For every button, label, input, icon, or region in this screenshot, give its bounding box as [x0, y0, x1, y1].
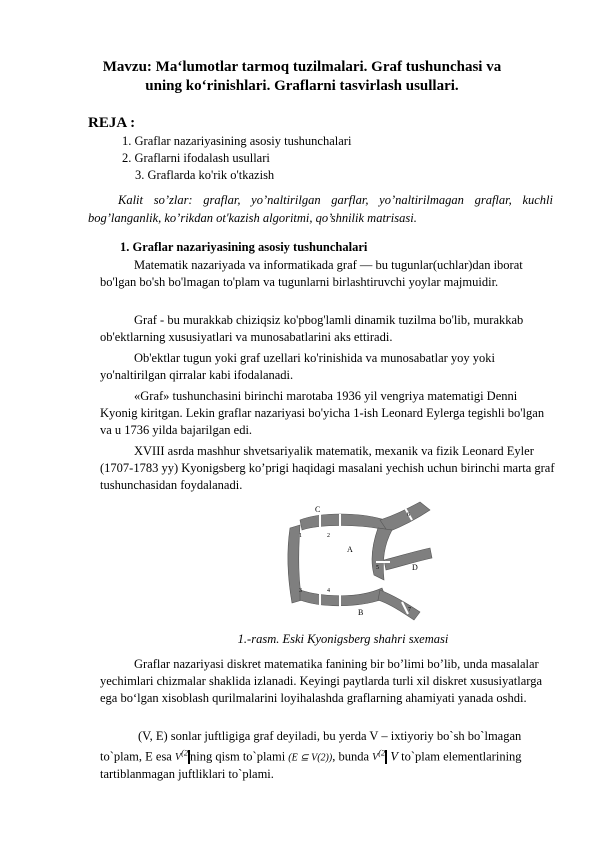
paragraph: Ob'ektlar tugun yoki graf uzellari ko'rinishida va munosabatlar yoy yoki yo'naltirilgan qirralar kabi ifodalanadi. [100, 351, 496, 382]
plan-item: 3. Graflarda ko'rik o'tkazish [135, 168, 275, 182]
math-v2: $V^{(2}$ [174, 749, 189, 764]
math-v2-2: $V^{(2}$ [372, 749, 386, 764]
math-subset: (E ⊆ V(2)) [288, 752, 333, 764]
page-title: Mavzu: Maʻlumotlar tarmoq tuzilmalari. Graf tushunchasi va uning koʻrinishlari. Graflarni tasvirlash usullari. [102, 59, 502, 94]
paragraph: Graflar nazariyasi diskret matematika fanining bir bo’limi bo’lib, unda masalalar yechimlari chizmalar shaklida izlanadi. Keyingi paytlarda turli xil diskret xususiyatlarga ega boʻlgan xisoblash qurilmalarini loyihalashda graflarning ahamiyati yanada oshdi. [100, 657, 542, 705]
section-heading: 1. Graflar nazariyasining asosiy tushunchalari [120, 240, 368, 254]
paragraph: Graf - bu murakkab chiziqsiz ko'pbog'lamli dinamik tuzilma bo'lib, murakkab ob'ektlarning xususiyatlari va munosabatlarini aks ettiradi. [100, 313, 524, 344]
region-label-d: D [412, 563, 418, 572]
plan-heading: REJA : [88, 115, 136, 131]
bridge-number: 7 [408, 607, 411, 613]
keywords-paragraph: Kalit so’zlar: graflar, yo’naltirilgan garflar, yo’naltirilmagan graflar, kuchli bog’langanlik, ko’rikdan ot'kazish algoritmi, qo’shnilik matrisasi. [88, 193, 553, 225]
paragraph: «Graf» tushunchasini birinchi marotaba 1936 yil vengriya matematigi Denni Kyonig kiritgan. Lekin graflar nazariyasi bo'yicha 1-ish Leonard Eylerga tegishli bo'lgan va u 1736 yilda bajarilgan edi. [100, 389, 545, 437]
definition-paragraph: (V, E) sonlar juftligiga graf deyiladi, bu yerda V – ixtiyoriy bo`sh bo`lmagan to`plam, E esa $V^{(2}$ ning qism to`plami (E ⊆ V(2)), bunda $V^{(2}$ V to`plam elementlarining tartiblanmagan juftliklari to`plami. [100, 729, 522, 782]
paragraph: Matematik nazariyada va informatikada graf — bu tugunlar(uchlar)dan iborat bo'lgan bo'sh bo'lmagan to'plam va tugunlarni birlashtiruvchi yoylar majmuidir. [100, 258, 523, 289]
figure-caption: 1.-rasm. Eski Kyonigsberg shahri sxemasi [237, 632, 449, 646]
plan-item: 1. Graflar nazariyasining asosiy tushunchalari [122, 134, 352, 148]
paragraph: XVIII asrda mashhur shvetsariyalik matematik, mexanik va fizik Leonard Eyler (1707-1783 yy) Kyonigsberg ko’prigi haqidagi masalani yechish uchun birinchi marta graf tushunchasidan foydalanadi. [100, 444, 555, 492]
region-label-c: C [315, 505, 321, 514]
bridge-number: 2 [327, 533, 330, 539]
bridge-number: 4 [327, 588, 330, 594]
bridge-number: 6 [407, 512, 410, 518]
region-label-b: B [358, 608, 364, 617]
plan-item: 2. Graflarni ifodalash usullari [122, 151, 270, 165]
bridge-number: 5 [376, 565, 379, 571]
bridge-number: 1 [299, 533, 302, 539]
region-label-a: A [347, 545, 353, 554]
bridge-number: 3 [299, 588, 302, 594]
